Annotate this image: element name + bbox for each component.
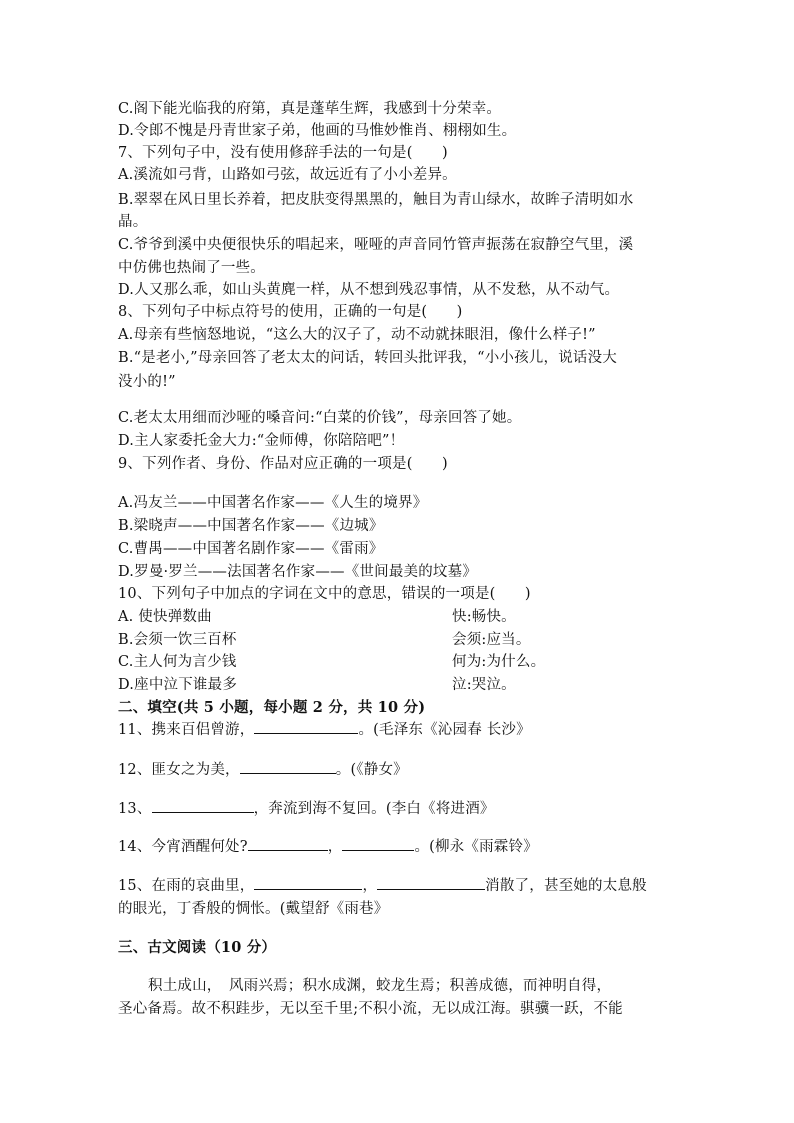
q12-suffix: 。(《静女》: [335, 762, 408, 778]
section3-title: 三、古文阅读（10 分）: [118, 939, 277, 956]
q8-option-b-line2: 没小的!”: [118, 374, 176, 390]
q8-option-b-line1: B.“是老小,”母亲回答了老太太的问话，转回头批评我，“小小孩儿，说话没大: [118, 350, 618, 366]
q14-blank-1[interactable]: [248, 836, 328, 851]
q7-option-a: A.溪流如弓背，山路如弓弦，故远近有了小小差异。: [118, 167, 457, 183]
q11: [118, 719, 531, 741]
q11-blank[interactable]: [254, 719, 358, 734]
q8-option-d: D.主人家委托金大力:“金师傅，你陪陪吧”！: [118, 433, 405, 449]
q10-option-d-meaning: 泣:哭泣。: [452, 677, 516, 693]
q15-blank-2[interactable]: [377, 875, 485, 890]
q9-option-d: D.罗曼·罗兰——法国著名作家——《世间最美的坟墓》: [118, 564, 478, 580]
q15-middle: 消散了，甚至她的太息般: [485, 878, 647, 894]
q7-option-c-line1: C.爷爷到溪中央便很快乐的唱起来，哑哑的声音同竹管声振荡在寂静空气里，溪: [118, 237, 634, 253]
q9-option-b: B.梁晓声——中国著名作家——《边城》: [118, 518, 384, 534]
q15-blank-1[interactable]: [254, 875, 362, 890]
q12-prefix: 12、匪女之为美，: [118, 762, 240, 778]
q8-option-c: C.老太太用细而沙哑的嗓音问:“白菜的价钱”，母亲回答了她。: [118, 410, 522, 426]
q7-option-c-line2: 中仿佛也热闹了一些。: [118, 260, 265, 276]
q15-line1: [118, 875, 647, 897]
q15-prefix: 15、在雨的哀曲里，: [118, 878, 255, 894]
q7-stem: 7、下列句子中，没有使用修辞手法的一句是( ): [118, 145, 448, 161]
q10-option-c-sentence: C.主人何为言少钱: [118, 654, 237, 670]
q10-option-d-sentence: D.座中泣下谁最多: [118, 677, 238, 693]
q6-option-d: D.令郎不愧是丹青世家子弟，他画的马惟妙惟肖、栩栩如生。: [118, 123, 517, 139]
q6-option-c: C.阁下能光临我的府第，真是蓬荜生辉，我感到十分荣幸。: [118, 101, 502, 117]
q9-option-a: A.冯友兰——中国著名作家——《人生的境界》: [118, 495, 428, 511]
q9-option-c: C.曹禺——中国著名剧作家——《雷雨》: [118, 541, 384, 557]
q14: [118, 836, 538, 858]
q15-separator: ，: [362, 878, 378, 894]
q14-separator: ，: [327, 839, 343, 855]
q8-option-a: A.母亲有些恼怒地说，“这么大的汉子了，动不动就抹眼泪，像什么样子!”: [118, 327, 596, 343]
section2-title: 二、填空(共 5 小题，每小题 2 分，共 10 分): [118, 699, 426, 716]
q10-option-a-meaning: 快:畅快。: [452, 609, 516, 625]
q10-option-c: [118, 651, 546, 673]
q13-prefix: 13、: [118, 801, 152, 817]
q10-option-b-sentence: B.会须一饮三百杯: [118, 632, 237, 648]
passage-line2: 圣心备焉。故不积跬步，无以至千里;不积小流，无以成江海。骐骥一跃，不能: [118, 1001, 623, 1017]
q10-option-c-meaning: 何为:为什么。: [452, 654, 546, 670]
q13: [118, 798, 495, 820]
q7-option-d: D.人又那么乖，如山头黄麂一样，从不想到残忍事情，从不发愁，从不动气。: [118, 282, 620, 298]
q7-option-b-line1: B.翠翠在风日里长养着，把皮肤变得黑黑的，触目为青山绿水，故眸子清明如水: [118, 192, 634, 208]
q9-stem: 9、下列作者、身份、作品对应正确的一项是( ): [118, 456, 448, 472]
q14-suffix: 。(柳永《雨霖铃》: [414, 839, 538, 855]
passage-line1: 积土成山， 风雨兴焉；积水成渊，蛟龙生焉；积善成德，而神明自得，: [148, 978, 612, 994]
q10-option-a-sentence: A. 使快弹数曲: [118, 609, 212, 625]
q13-suffix: ，奔流到海不复回。(李白《将进酒》: [253, 801, 495, 817]
q10-option-b-meaning: 会须:应当。: [452, 632, 531, 648]
q10-option-b: [118, 629, 531, 651]
q11-suffix: 。(毛泽东《沁园春 长沙》: [358, 722, 531, 738]
q14-blank-2[interactable]: [342, 836, 414, 851]
q12-blank[interactable]: [240, 759, 336, 774]
q10-option-d: [118, 674, 516, 696]
q15-line2: 的眼光，丁香般的惆怅。(戴望舒《雨巷》: [118, 901, 389, 917]
q12: [118, 759, 408, 781]
q10-option-a: [118, 606, 516, 628]
q10-stem: 10、下列句子中加点的字词在文中的意思，错误的一项是( ): [118, 586, 531, 602]
q11-prefix: 11、携来百侣曾游，: [118, 722, 255, 738]
q13-blank[interactable]: [152, 798, 254, 813]
q8-stem: 8、下列句子中标点符号的使用，正确的一句是( ): [118, 304, 463, 320]
q14-prefix: 14、今宵酒醒何处?: [118, 839, 248, 855]
q7-option-b-line2: 晶。: [118, 214, 148, 230]
